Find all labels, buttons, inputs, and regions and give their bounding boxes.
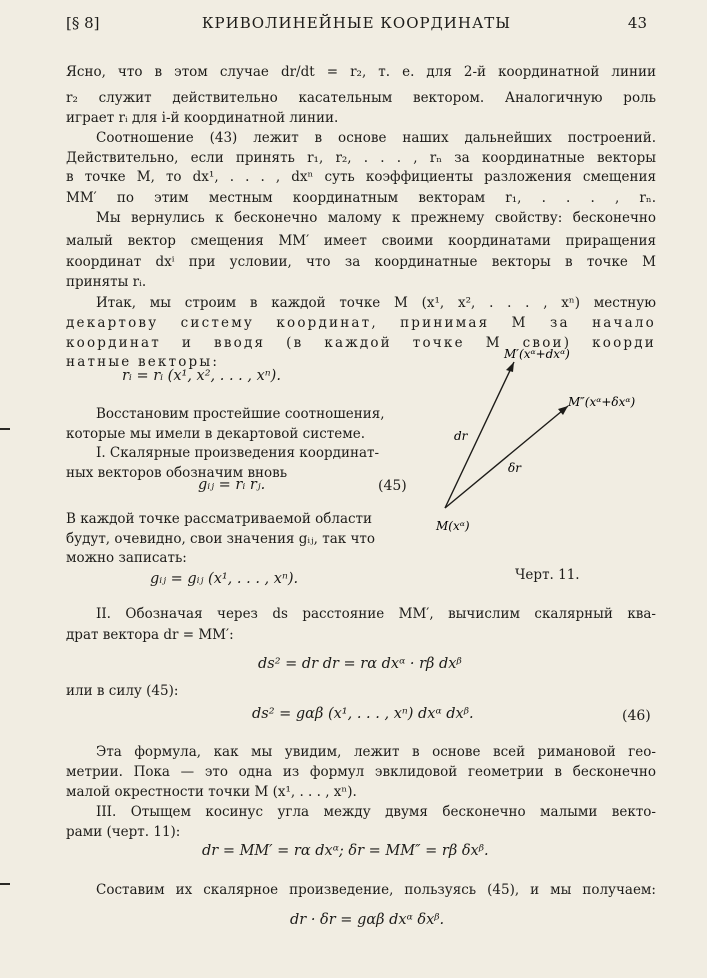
equation-vectors: dr = MM′ = rα dxᵅ; δr = MM″ = rβ δxᵝ.	[202, 843, 489, 859]
text-line: декартову систему координат, принимая M за начало	[66, 315, 656, 331]
label-point-M: M(xᵅ)	[436, 519, 470, 533]
text-line: координат dxⁱ при условии, что за координатные векторы в точке M	[66, 254, 656, 270]
text-line: будут, очевидно, свои значения gᵢⱼ, так что	[66, 531, 376, 547]
equation-ri: rᵢ = rᵢ (x¹, x², . . . , xⁿ).	[122, 368, 281, 384]
text-line: драт вектора dr = MM′:	[66, 627, 234, 643]
text-line: I. Скалярные произведения координат-	[96, 445, 380, 461]
equation-gij: gᵢⱼ = gᵢⱼ (x¹, . . . , xⁿ).	[150, 571, 299, 587]
equation-ds: ds² = dr dr = rα dxᵅ · rβ dxᵝ	[258, 656, 462, 672]
text-line: r₂ служит действительно касательным вектором. Аналогичную роль	[66, 90, 656, 106]
text-line: Мы вернулись к бесконечно малому к прежнему свойству: бесконечно	[96, 210, 656, 226]
text-line: приняты rᵢ.	[66, 274, 147, 290]
text-line: малой окрестности точки M (x¹, . . . , xⁿ).	[66, 784, 357, 800]
text-line: или в силу (45):	[66, 683, 179, 699]
running-header	[66, 14, 647, 36]
text-line: малый вектор смещения MM′ имеет своими координатами приращения	[66, 233, 656, 249]
text-line: Соотношение (43) лежит в основе наших дальнейших построений.	[96, 130, 656, 146]
section-marker: [§ 8]	[66, 14, 100, 32]
text-line: ных векторов обозначим вновь	[66, 465, 288, 481]
figure-11-diagram	[420, 348, 680, 548]
equation-number-46: (46)	[622, 708, 651, 724]
label-dr: dr	[454, 429, 468, 443]
figure-caption: Черт. 11.	[515, 567, 580, 583]
text-line: Эта формула, как мы увидим, лежит в основе всей римановой гео-	[96, 744, 656, 760]
text-line: II. Обозначая через ds расстояние MM′, вычислим скалярный ква-	[96, 606, 656, 622]
page-number: 43	[627, 14, 647, 32]
equation-number-45: (45)	[378, 478, 407, 494]
text-line: Составим их скалярное произведение, пользуясь (45), и мы получаем:	[96, 882, 656, 898]
text-line: координат и вводя (в каждой точке M свои) коорди	[66, 335, 656, 351]
text-line: в точке M, то dx¹, . . . , dxⁿ суть коэффициенты разложения смещения	[66, 169, 656, 185]
text-line: можно записать:	[66, 550, 187, 566]
text-line: MM′ по этим местным координатным векторам r₁, . . . , rₙ.	[66, 190, 656, 206]
text-line: метрии. Пока — это одна из формул эвклидовой геометрии в бесконечно	[66, 764, 656, 780]
equation-dot-product: dr · δr = gαβ dxᵅ δxᵝ.	[290, 912, 445, 928]
text-line: рами (черт. 11):	[66, 824, 181, 840]
text-line: играет rᵢ для i-й координатной линии.	[66, 110, 339, 126]
chapter-title: КРИВОЛИНЕЙНЫЕ КООРДИНАТЫ	[201, 14, 512, 32]
label-delta-r: δr	[508, 461, 521, 475]
equation-46: ds² = gαβ (x¹, . . . , xⁿ) dxᵅ dxᵝ.	[252, 706, 474, 722]
margin-mark	[0, 883, 10, 885]
text-line: III. Отыщем косинус угла между двумя бесконечно малыми векто-	[96, 804, 656, 820]
text-line: натные векторы:	[66, 354, 220, 370]
vector-delta-r-line	[445, 406, 568, 508]
text-line: Ясно, что в этом случае dr/dt = r₂, т. е. для 2-й координатной линии	[66, 64, 656, 80]
arrowhead-dr	[506, 362, 514, 372]
text-line: которые мы имели в декартовой системе.	[66, 426, 366, 442]
label-point-M-prime: M′(xᵅ+dxᵅ)	[504, 348, 570, 361]
text-line: Итак, мы строим в каждой точке M (x¹, x², . . . , xⁿ) местную	[96, 295, 656, 311]
text-line: Действительно, если принять r₁, r₂, . . . , rₙ за координатные векторы	[66, 150, 656, 166]
text-line: Восстановим простейшие соотношения,	[96, 406, 385, 422]
equation-45: gᵢⱼ = rᵢ rⱼ.	[198, 477, 266, 493]
label-point-M-double-prime: M″(xᵅ+δxᵅ)	[568, 395, 636, 409]
text-line: В каждой точке рассматриваемой области	[66, 511, 373, 527]
margin-mark	[0, 428, 10, 430]
